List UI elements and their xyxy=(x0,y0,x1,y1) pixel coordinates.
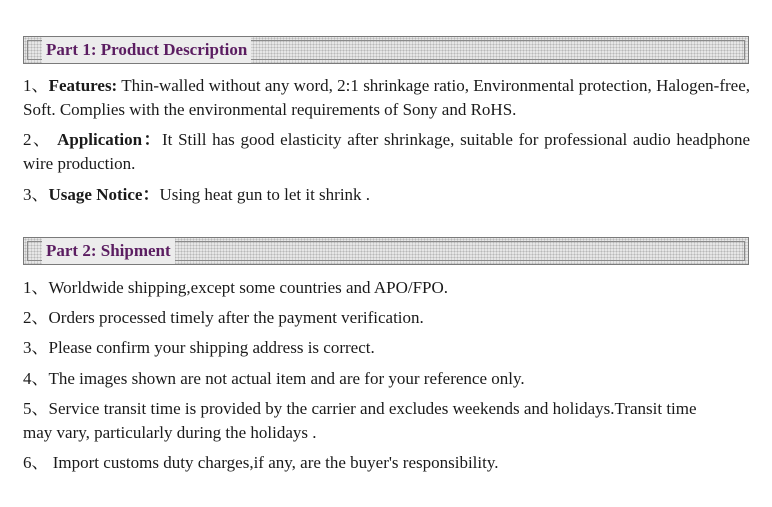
item-label: Usage Notice： xyxy=(48,185,160,204)
item-text: Import customs duty charges,if any, are the buyer's responsibility. xyxy=(48,453,499,472)
item-number: 5、 xyxy=(23,399,49,418)
shipment-item xyxy=(23,336,750,360)
item-label: Features: xyxy=(48,76,118,95)
section-title: Part 2: Shipment xyxy=(42,238,175,264)
item-number: 1、 xyxy=(23,76,49,95)
item-text: It Still has good elasticity after shrinkage, suitable for professional audio headphone wire production. xyxy=(23,130,751,173)
item-text: Orders processed timely after the payment verification. xyxy=(48,308,424,327)
item-label: Application： xyxy=(57,130,162,149)
shipment-item xyxy=(23,306,750,330)
application-item xyxy=(23,128,750,176)
section-header-shipment xyxy=(23,237,749,265)
item-number: 4、 xyxy=(23,369,49,388)
item-text: Please confirm your shipping address is correct. xyxy=(48,338,375,357)
shipment-item xyxy=(23,451,750,475)
shipment-item xyxy=(23,367,750,391)
item-text: The images shown are not actual item and are for your reference only. xyxy=(48,369,525,388)
item-text: Using heat gun to let it shrink . xyxy=(159,185,371,204)
section-title: Part 1: Product Description xyxy=(42,37,251,63)
feature-item xyxy=(23,74,750,122)
item-number: 6、 xyxy=(23,453,49,472)
shipment-item xyxy=(23,276,750,300)
item-text: Thin-walled without any word, 2:1 shrinkage ratio, Environmental protection, Halogen-free, Soft. Complies with the environmental requirements of Sony and RoHS. xyxy=(23,76,751,119)
shipment-item xyxy=(23,397,728,445)
item-text: Worldwide shipping,except some countries and APO/FPO. xyxy=(48,278,449,297)
usage-notice-item xyxy=(23,183,750,207)
item-number: 2、 xyxy=(23,308,49,327)
item-text: Service transit time is provided by the carrier and excludes weekends and holidays.Transit time may vary, particularly during the holidays . xyxy=(23,399,697,442)
item-number: 2、 xyxy=(23,130,52,149)
item-number: 3、 xyxy=(23,185,49,204)
item-number: 3、 xyxy=(23,338,49,357)
section-header-product-description xyxy=(23,36,749,64)
item-number: 1、 xyxy=(23,278,49,297)
